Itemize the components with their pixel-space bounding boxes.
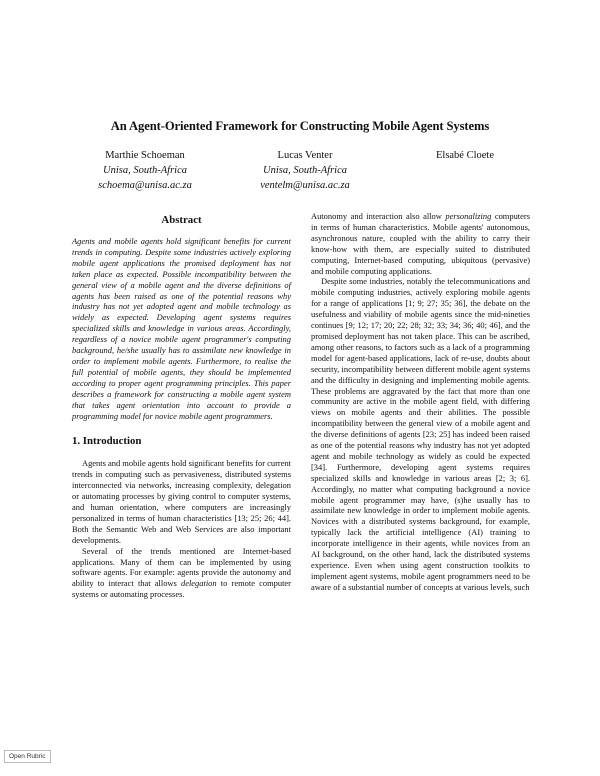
author-block-1 (70, 148, 220, 193)
right-column (311, 211, 530, 593)
author-name: Elsabé Cloete (435, 150, 495, 161)
paper-title: An Agent-Oriented Framework for Constructing Mobile Agent Systems (110, 119, 490, 133)
emphasis-text: delegation (180, 578, 217, 589)
text-run: to remote computer systems or automating processes. (72, 578, 291, 600)
introduction-heading: 1. Introduction (72, 435, 142, 448)
author-block-3 (390, 148, 540, 163)
open-rubric-badge[interactable]: Open Rubric (4, 750, 51, 763)
author-email: schoema@unisa.ac.za (98, 180, 192, 191)
author-name: Lucas Venter (277, 150, 333, 161)
right-paragraph-2: Despite some industries, notably the telecommunications and mobile computing industries, actively exploring mobile agents for a range of applications [1; 9; 27; 35; 36], the debate on the usefulness and viability of mobile agents since the mid-nineties continues [9; 12; 17; 20; 22; 28; 32; 33; 34; 36; 40; 46], and the promised deployment has not taken place. This can be ascribed, among other reasons, to factors such as a lack of a programming model for agent-based applications, lack of re-use, doubts about security, incompatibility between different mobile agent systems and the difficulty in designing and implementing mobile agents. These problems are aggravated by the fact that more than one community are active in the mobile agent field, with differing views on mobile agents and their abilities. The possible incompatibility between the general view of a mobile agent and the diverse definitions of agents [23; 25] has indeed been raised as one of the potential reasons why industry has not yet adopted agent and mobile technology as widely as could be expected [34]. Furthermore, developing agent systems requires specialized skills and knowledge in various areas [2; 3; 6]. Accordingly, no matter what computing background a novice mobile agent programmer may have, (s)he usually has to assimilate new knowledge in order to implement mobile agents. Novices with a distributed systems background, for example, typically lack the artificial intelligence (AI) training to incorporate intelligence in their agents, while novices from an AI background, on the other hand, lack the distributed systems experience. Even when using agent construction toolkits to implement agent systems, mobile agent programmers need to be aware of a substantial number of concepts at various levels, such (311, 276, 530, 592)
intro-paragraph-2 (72, 546, 291, 601)
text-run: Several of the trends mentioned are Internet-based applications. Many of them can be implemented by using software agents. For example: agents provide the autonomy and ability to interact that allows (72, 545, 291, 589)
right-paragraph-1 (311, 211, 530, 276)
author-affiliation: Unisa, South-Africa (263, 165, 347, 176)
abstract-text: Agents and mobile agents hold significant benefits for current trends in computing. Despite some industries actively exploring mobile agent applications the promised deployment has not taken place as expected. Possible incompatibility between the general view of a mobile agent and the diverse definitions of agents has been raised as one of the potential reasons why industry has not yet adopted agent and mobile technology as widely as expected. Developing agent systems requires specialized skills and knowledge in various areas. Accordingly, regardless of a novice mobile agent programmer's computing background, he/she usually has to assimilate new knowledge in order to implement mobile agents. Furthermore, to realise the full potential of mobile agents, they should be implemented according to proper agent programming principles. This paper describes a framework for constructing a mobile agent system that takes agent orientation into account to provide a programming model for novice mobile agent programmers. (72, 236, 291, 421)
emphasis-text: personalizing (445, 211, 492, 221)
author-affiliation: Unisa, South-Africa (103, 165, 187, 176)
left-column (72, 214, 291, 600)
author-name: Marthie Schoeman (105, 150, 185, 161)
text-run: computers in terms of human characteristics. Mobile agents' autonomous, asynchronous nature, coupled with the ability to carry their know-how with them, are especially suited to distributed computing, Internet-based computing, ubiquitous (pervasive) and mobile computing applications. (311, 211, 530, 276)
abstract-heading: Abstract (161, 214, 202, 226)
intro-paragraph-1: Agents and mobile agents hold significant benefits for current trends in computing such as pervasiveness, distributed systems interconnected via networks, increasing complexity, delegation or automating processes by giving control to computer systems, and human orientation, where computers are increasingly personalized in terms of human characteristics [13; 25; 26; 44]. Both the Semantic Web and Web Services are also important developments. (72, 458, 292, 545)
text-run: Autonomy and interaction also allow (311, 211, 446, 221)
author-block-2 (230, 148, 380, 193)
author-email: ventelm@unisa.ac.za (260, 180, 350, 191)
